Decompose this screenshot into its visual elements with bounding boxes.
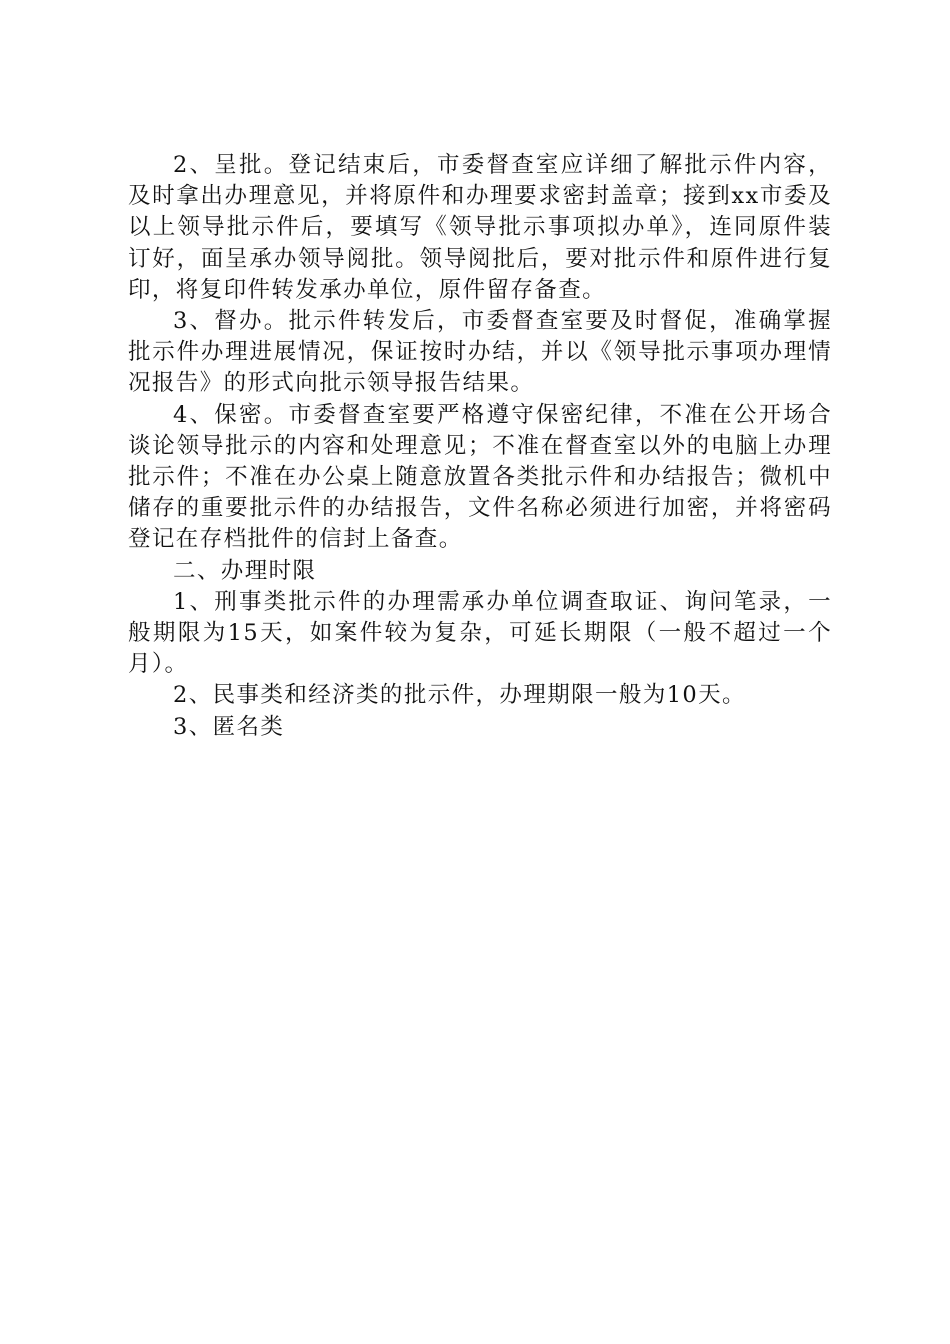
paragraph-supervision: 3、督办。批示件转发后，市委督查室要及时督促，准确掌握批示件办理进展情况，保证按时办结，并以《领导批示事项办理情况报告》的形式向批示领导报告结果。: [128, 308, 832, 397]
document-body: [128, 150, 832, 743]
item-civil-economic-cases: 2、民事类和经济类的批示件，办理期限一般为10天。: [173, 682, 746, 709]
paragraph-submit-approval: 2、呈批。登记结束后，市委督查室应详细了解批示件内容，及时拿出办理意见，并将原件和办理要求密封盖章；接到xx市委及以上领导批示件后，要填写《领导批示事项拟办单》，连同原件装订好，面呈承办领导阅批。领导阅批后，要对批示件和原件进行复印，将复印件转发承办单位，原件留存备查。: [128, 152, 832, 303]
section-heading-time-limit: 二、办理时限: [173, 557, 317, 584]
item-anonymous-cases: 3、匿名类: [173, 713, 285, 740]
paragraph-confidentiality: 4、保密。市委督查室要严格遵守保密纪律，不准在公开场合谈论领导批示的内容和处理意见；不准在督查室以外的电脑上办理批示件；不准在办公桌上随意放置各类批示件和办结报告；微机中储存的重要批示件的办结报告，文件名称必须进行加密，并将密码登记在存档批件的信封上备查。: [128, 401, 832, 553]
item-criminal-cases: 1、刑事类批示件的办理需承办单位调查取证、询问笔录，一般期限为15天，如案件较为复杂，可延长期限（一般不超过一个月）。: [128, 588, 832, 678]
